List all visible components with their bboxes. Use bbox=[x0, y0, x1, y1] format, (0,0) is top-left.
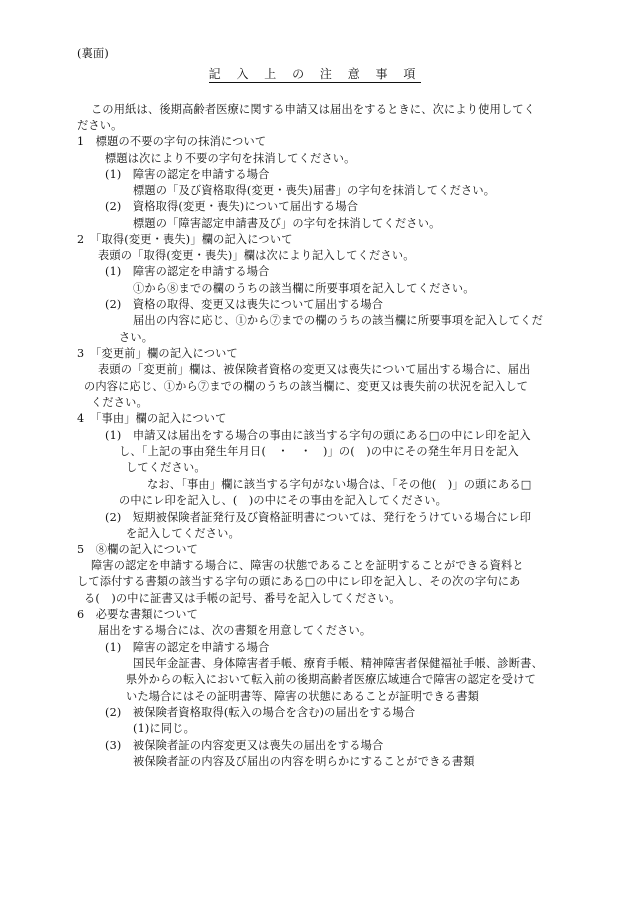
text-line: の内容に応じ、①から⑦までの欄のうちの該当欄に、変更又は喪失前の状況を記入して bbox=[84, 380, 529, 393]
text-line: 3 「変更前」欄の記入について bbox=[77, 347, 238, 360]
page-title bbox=[0, 65, 630, 82]
text-line: なお、「事由」欄に該当する字句がない場合は、「その他( )」の頭にある□ bbox=[147, 478, 532, 491]
text-line: (2) 短期被保険者証発行及び資格証明書については、発行をうけている場合にレ印 bbox=[105, 511, 532, 524]
text-line: 被保険者証の内容及び届出の内容を明らかにすることができる書類 bbox=[133, 755, 475, 768]
text-line: 2 「取得(変更・喪失)」欄の記入について bbox=[77, 233, 293, 246]
text-line: ください。 bbox=[91, 396, 148, 409]
text-line: る( )の中に証書又は手帳の記号、番号を記入してください。 bbox=[84, 592, 401, 605]
text-line: (1) 申請又は届出をする場合の事由に該当する字句の頭にある□の中にレ印を記入 bbox=[105, 429, 531, 442]
text-line: 1 標題の不要の字句の抹消について bbox=[77, 135, 267, 148]
text-line: を記入してください。 bbox=[126, 527, 240, 540]
text-line: 表頭の「変更前」欄は、被保険者資格の変更又は喪失について届出する場合に、届出 bbox=[98, 363, 531, 376]
text-line: (1) 障害の認定を申請する場合 bbox=[105, 265, 270, 278]
text-line: してください。 bbox=[126, 461, 206, 474]
text-line: の中にレ印を記入し、( )の中にその事由を記入してください。 bbox=[119, 494, 447, 507]
text-line: 国民年金証書、身体障害者手帳、療育手帳、精神障害者保健福祉手帳、診断書、 bbox=[133, 657, 543, 670]
text-line: 4 「事由」欄の記入について bbox=[77, 412, 227, 425]
text-line: 表頭の「取得(変更・喪失)」欄は次により記入してください。 bbox=[98, 249, 415, 262]
text-line: 標題は次により不要の字句を抹消してください。 bbox=[105, 152, 356, 165]
text-line: (2) 資格の取得、変更又は喪失について届出する場合 bbox=[105, 298, 384, 311]
text-line: 標題の「障害認定申請書及び」の字句を抹消してください。 bbox=[133, 217, 441, 230]
page-title-text: 記 入 上 の 注 意 事 項 bbox=[208, 67, 422, 81]
text-line: ださい。 bbox=[77, 119, 123, 132]
text-line: いた場合にはその証明書等、障害の状態にあることが証明できる書類 bbox=[126, 690, 480, 703]
text-line: (3) 被保険者証の内容変更又は喪失の届出をする場合 bbox=[105, 739, 384, 752]
text-line: 標題の「及び資格取得(変更・喪失)届書」の字句を抹消してください。 bbox=[133, 184, 496, 197]
text-line: して添付する書類の該当する字句の頭にある□の中にレ印を記入し、その次の字句にあ bbox=[77, 575, 521, 588]
text-line: (1)に同じ。 bbox=[133, 722, 195, 735]
reverse-side-label: (裏面) bbox=[77, 47, 109, 60]
text-line: し、「上記の事由発生年月日( ・ ・ )」の( )の中にその発生年月日を記入 bbox=[119, 445, 519, 458]
text-line: (1) 障害の認定を申請する場合 bbox=[105, 641, 270, 654]
text-line: 障害の認定を申請する場合に、障害の状態であることを証明することができる資料と bbox=[91, 559, 524, 572]
text-line: さい。 bbox=[119, 331, 154, 344]
text-line: (1) 障害の認定を申請する場合 bbox=[105, 168, 270, 181]
text-line: (2) 被保険者資格取得(転入の場合を含む)の届出をする場合 bbox=[105, 706, 416, 719]
text-line: ①から⑧までの欄のうちの該当欄に所要事項を記入してください。 bbox=[133, 282, 475, 295]
text-line: 届出の内容に応じ、①から⑦までの欄のうちの該当欄に所要事項を記入してくだ bbox=[133, 314, 543, 327]
text-line: この用紙は、後期高齢者医療に関する申請又は届出をするときに、次により使用してく bbox=[91, 103, 536, 116]
text-line: 届出をする場合には、次の書類を用意してください。 bbox=[98, 624, 372, 637]
text-line: 6 必要な書類について bbox=[77, 608, 198, 621]
text-line: 県外からの転入において転入前の後期高齢者医療広域連合で障害の認定を受けて bbox=[126, 673, 536, 686]
text-line: (2) 資格取得(変更・喪失)について届出する場合 bbox=[105, 200, 359, 213]
text-line: 5 ⑧欄の記入について bbox=[77, 543, 198, 556]
